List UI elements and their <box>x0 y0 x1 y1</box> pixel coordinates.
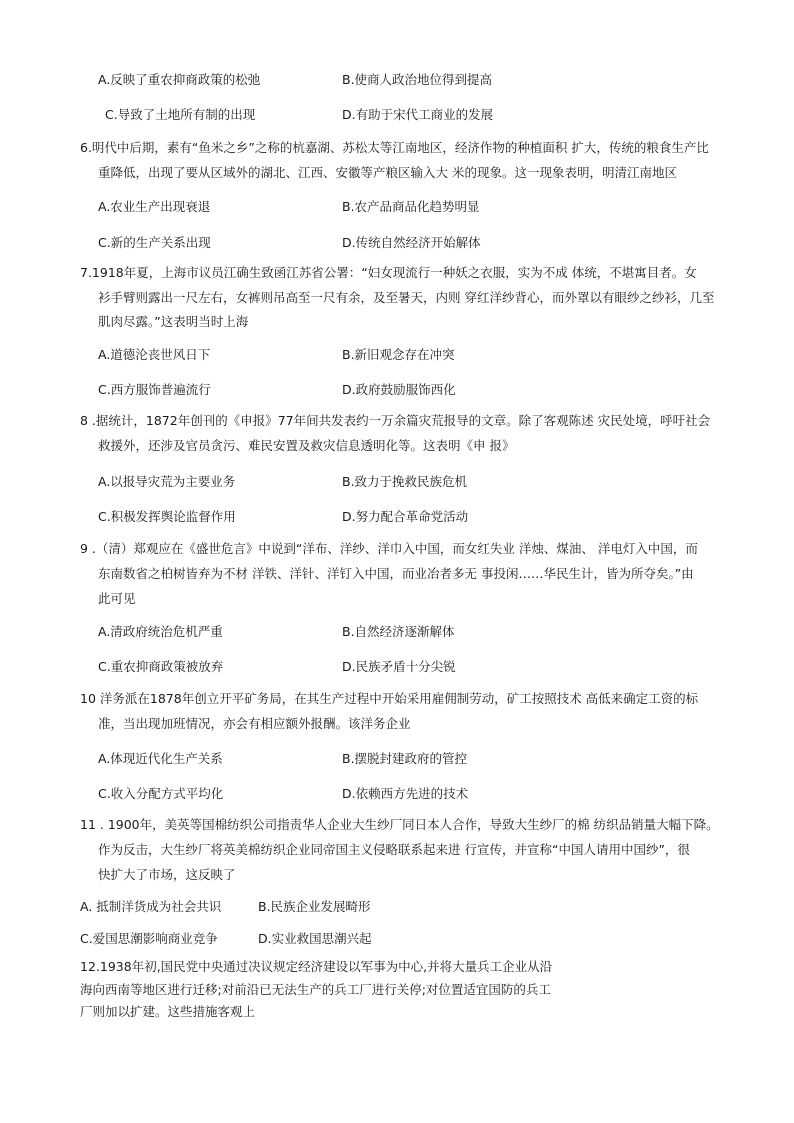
q7-option-d: D.政府鼓励服饰西化 <box>342 382 456 397</box>
q11-stem-line-2: 作为反击，大生纱厂将英美棉纺织企业同帝国主义侵略联系起来进 行宣传，并宣称“中国人请用中国纱”，很 <box>98 842 690 857</box>
q9-stem-line-3: 此可见 <box>98 591 136 606</box>
q5-option-c: C.导致了土地所有制的出现 <box>105 107 256 122</box>
q12-stem-line-1: 12.1938年初,国民党中央通过决议规定经济建设以军事为中心,并将大量兵工企业从沿 <box>80 959 553 974</box>
q7-option-b: B.新旧观念存在冲突 <box>342 347 455 362</box>
q6-option-b: B.农产品商品化趋势明显 <box>342 199 480 214</box>
q11-option-a: A. 抵制洋货成为社会共识 <box>80 899 222 914</box>
q6-option-c: C.新的生产关系出现 <box>98 235 211 250</box>
q5-option-a: A.反映了重农抑商政策的松弛 <box>98 72 261 87</box>
q11-stem-line-3: 快扩大了市场，这反映了 <box>98 867 236 882</box>
q7-option-a: A.道德沦丧世风日下 <box>98 347 211 362</box>
q8-option-d: D.努力配合革命党活动 <box>342 509 469 524</box>
q8-option-c: C.积极发挥舆论监督作用 <box>98 509 236 524</box>
q10-stem-line-2: 准，当出现加班情况，亦会有相应额外报酬。该洋务企业 <box>98 716 411 731</box>
q5-option-b: B.使商人政治地位得到提高 <box>342 72 493 87</box>
q9-option-b: B.自然经济逐渐解体 <box>342 624 455 639</box>
q5-option-d: D.有助于宋代工商业的发展 <box>342 107 494 122</box>
q9-stem-line-2: 东南数省之柏树皆弃为不材 洋铁、洋针、洋钉入中国，而业冶者多无 事投闲……华民生计，皆为所夺矣。”由 <box>98 566 694 581</box>
q6-stem-line-1: 6.明代中后期，素有“鱼米之乡”之称的杭嘉湖、苏松太等江南地区，经济作物的种植面积 扩大，传统的粮食生产比 <box>80 140 709 155</box>
q9-option-c: C.重农抑商政策被放弃 <box>98 659 224 674</box>
q8-stem-line-2: 救援外，还涉及官员贪污、难民安置及救灾信息透明化等。这表明《申 报》 <box>98 438 515 453</box>
q12-stem-line-2: 海向西南等地区进行迁移;对前沿已无法生产的兵工厂进行关停;对位置适宜国防的兵工 <box>80 982 551 997</box>
q8-stem-line-1: 8 .据统计，1872年创刊的《申报》77年间共发表约一万余篇灾荒报导的文章。除了客观陈述 灾民处境，呼吁社会 <box>80 413 711 428</box>
q11-stem-line-1: 11 . 1900年，美英等国棉纺织公司指责华人企业大生纱厂同日本人合作，导致大生纱厂的棉 纺织品销量大幅下降。 <box>80 817 719 832</box>
q10-stem-line-1: 10 洋务派在1878年创立开平矿务局，在其生产过程中开始采用雇佣制劳动，矿工按照技术 高低来确定工资的标 <box>80 691 699 706</box>
q6-option-a: A.农业生产出现衰退 <box>98 199 211 214</box>
q9-stem-line-1: 9 .（清）郑观应在《盛世危言》中说到“洋布、洋纱、洋巾入中国，而女红失业 洋烛、煤油、 洋电灯入中国，而 <box>80 541 698 556</box>
q9-option-d: D.民族矛盾十分尖锐 <box>342 659 456 674</box>
q11-option-d: D.实业救国思潮兴起 <box>258 931 372 946</box>
q10-option-d: D.依赖西方先进的技术 <box>342 786 469 801</box>
q11-option-b: B.民族企业发展畸形 <box>258 899 371 914</box>
q7-stem-line-3: 肌肉尽露。”这表明当时上海 <box>98 314 249 329</box>
q11-option-c: C.爱国思潮影响商业竞争 <box>80 931 218 946</box>
q10-option-b: B.摆脱封建政府的管控 <box>342 751 468 766</box>
q6-option-d: D.传统自然经济开始解体 <box>342 235 481 250</box>
q8-option-a: A.以报导灾荒为主要业务 <box>98 474 236 489</box>
q9-option-a: A.清政府统治危机严重 <box>98 624 223 639</box>
q7-option-c: C.西方服饰普遍流行 <box>98 382 211 397</box>
q12-stem-line-3: 厂则加以扩建。这些措施客观上 <box>80 1004 256 1019</box>
q8-option-b: B.致力于挽救民族危机 <box>342 474 468 489</box>
q10-option-a: A.体现近代化生产关系 <box>98 751 223 766</box>
q10-option-c: C.收入分配方式平均化 <box>98 786 224 801</box>
q7-stem-line-2: 衫手臂则露出一尺左右，女裤则吊高至一尺有余，及至暑天，内则 穿红洋纱背心，而外罩以有眼纱之纱衫，几至 <box>98 290 715 305</box>
q6-stem-line-2: 重降低，出现了要从区域外的湖北、江西、安徽等产粮区输入大 米的现象。这一现象表明，明清江南地区 <box>98 165 677 180</box>
q7-stem-line-1: 7.1918年夏，上海市议员江确生致函江苏省公署：“妇女现流行一种妖之衣服，实为不成 体统，不堪寓目者。女 <box>80 265 697 280</box>
